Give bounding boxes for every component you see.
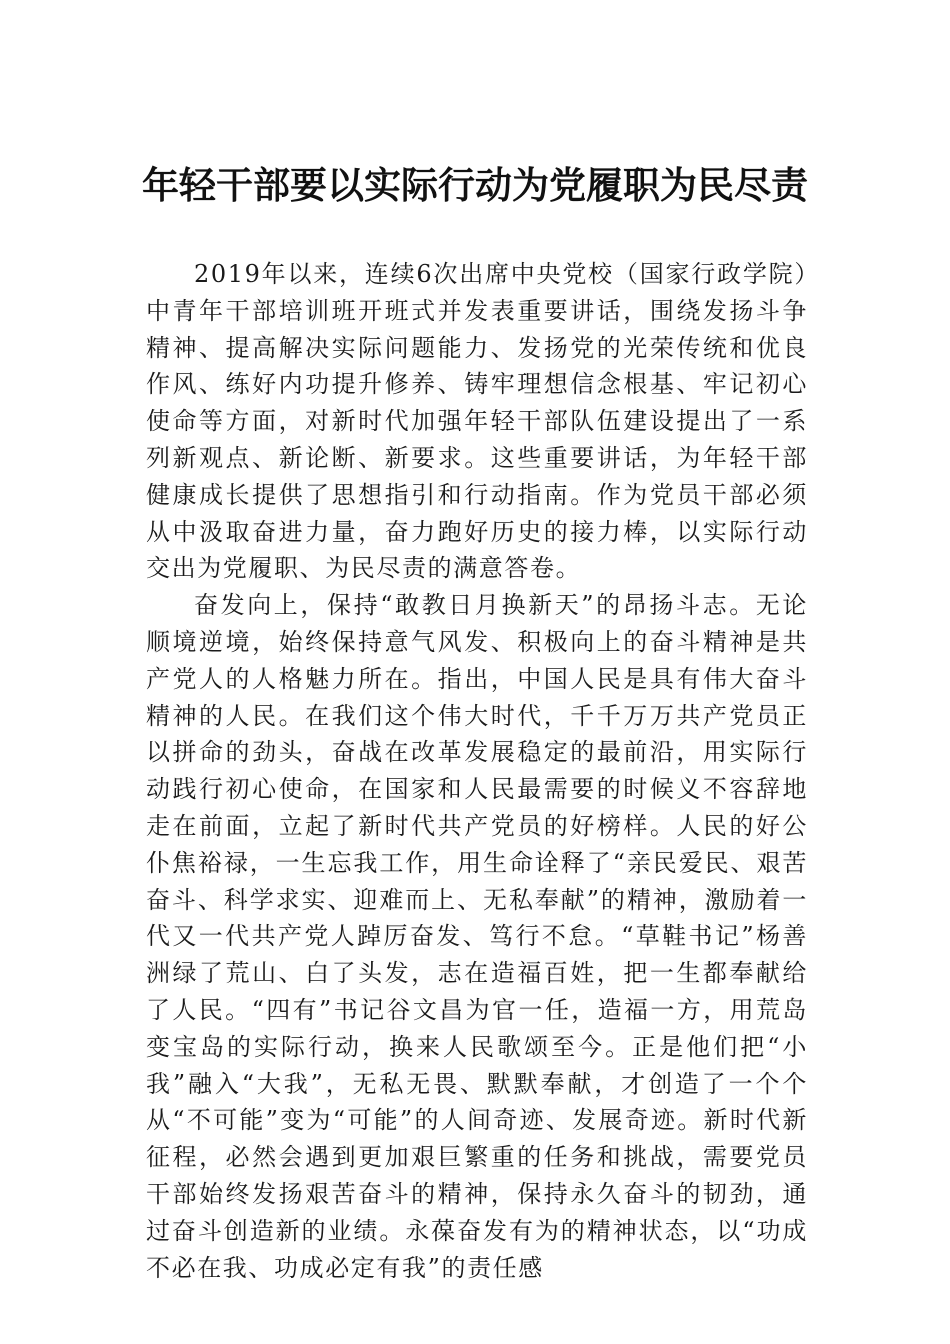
paragraph-2: 奋发向上，保持“敢教日月换新天”的昂扬斗志。无论顺境逆境，始终保持意气风发、积极向上的奋斗精神是共产党人的人格魅力所在。指出，中国人民是具有伟大奋斗精神的人民。在我们这个伟大时代，千千万万共产党员正以拼命的劲头，奋战在改革发展稳定的最前沿，用实际行动践行初心使命，在国家和人民最需要的时候义不容辞地走在前面，立起了新时代共产党员的好榜样。人民的好公仆焦裕禄，一生忘我工作，用生命诠释了“亲民爱民、艰苦奋斗、科学求实、迎难而上、无私奉献”的精神，激励着一代又一代共产党人踔厉奋发、笃行不怠。“草鞋书记”杨善洲绿了荒山、白了头发，志在造福百姓，把一生都奉献给了人民。“四有”书记谷文昌为官一任，造福一方，用荒岛变宝岛的实际行动，换来人民歌颂至今。正是他们把“小我”融入“大我”，无私无畏、默默奉献，才创造了一个个从“不可能”变为“可能”的人间奇迹、发展奇迹。新时代新征程，必然会遇到更加艰巨繁重的任务和挑战，需要党员干部始终发扬艰苦奋斗的精神，保持永久奋斗的韧劲，通过奋斗创造新的业绩。永葆奋发有为的精神状态，以“功成不必在我、功成必定有我”的责任感 bbox=[146, 591, 808, 1282]
document-body bbox=[146, 256, 808, 1286]
paragraph-1: 2019年以来，连续6次出席中央党校（国家行政学院）中青年干部培训班开班式并发表重要讲话，围绕发扬斗争精神、提高解决实际问题能力、发扬党的光荣传统和优良作风、练好内功提升修养、铸牢理想信念根基、牢记初心使命等方面，对新时代加强年轻干部队伍建设提出了一系列新观点、新论断、新要求。这些重要讲话，为年轻干部健康成长提供了思想指引和行动指南。作为党员干部必须从中汲取奋进力量，奋力跑好历史的接力棒，以实际行动交出为党履职、为民尽责的满意答卷。 bbox=[146, 260, 808, 583]
document-title: 年轻干部要以实际行动为党履职为民尽责 bbox=[142, 163, 808, 207]
